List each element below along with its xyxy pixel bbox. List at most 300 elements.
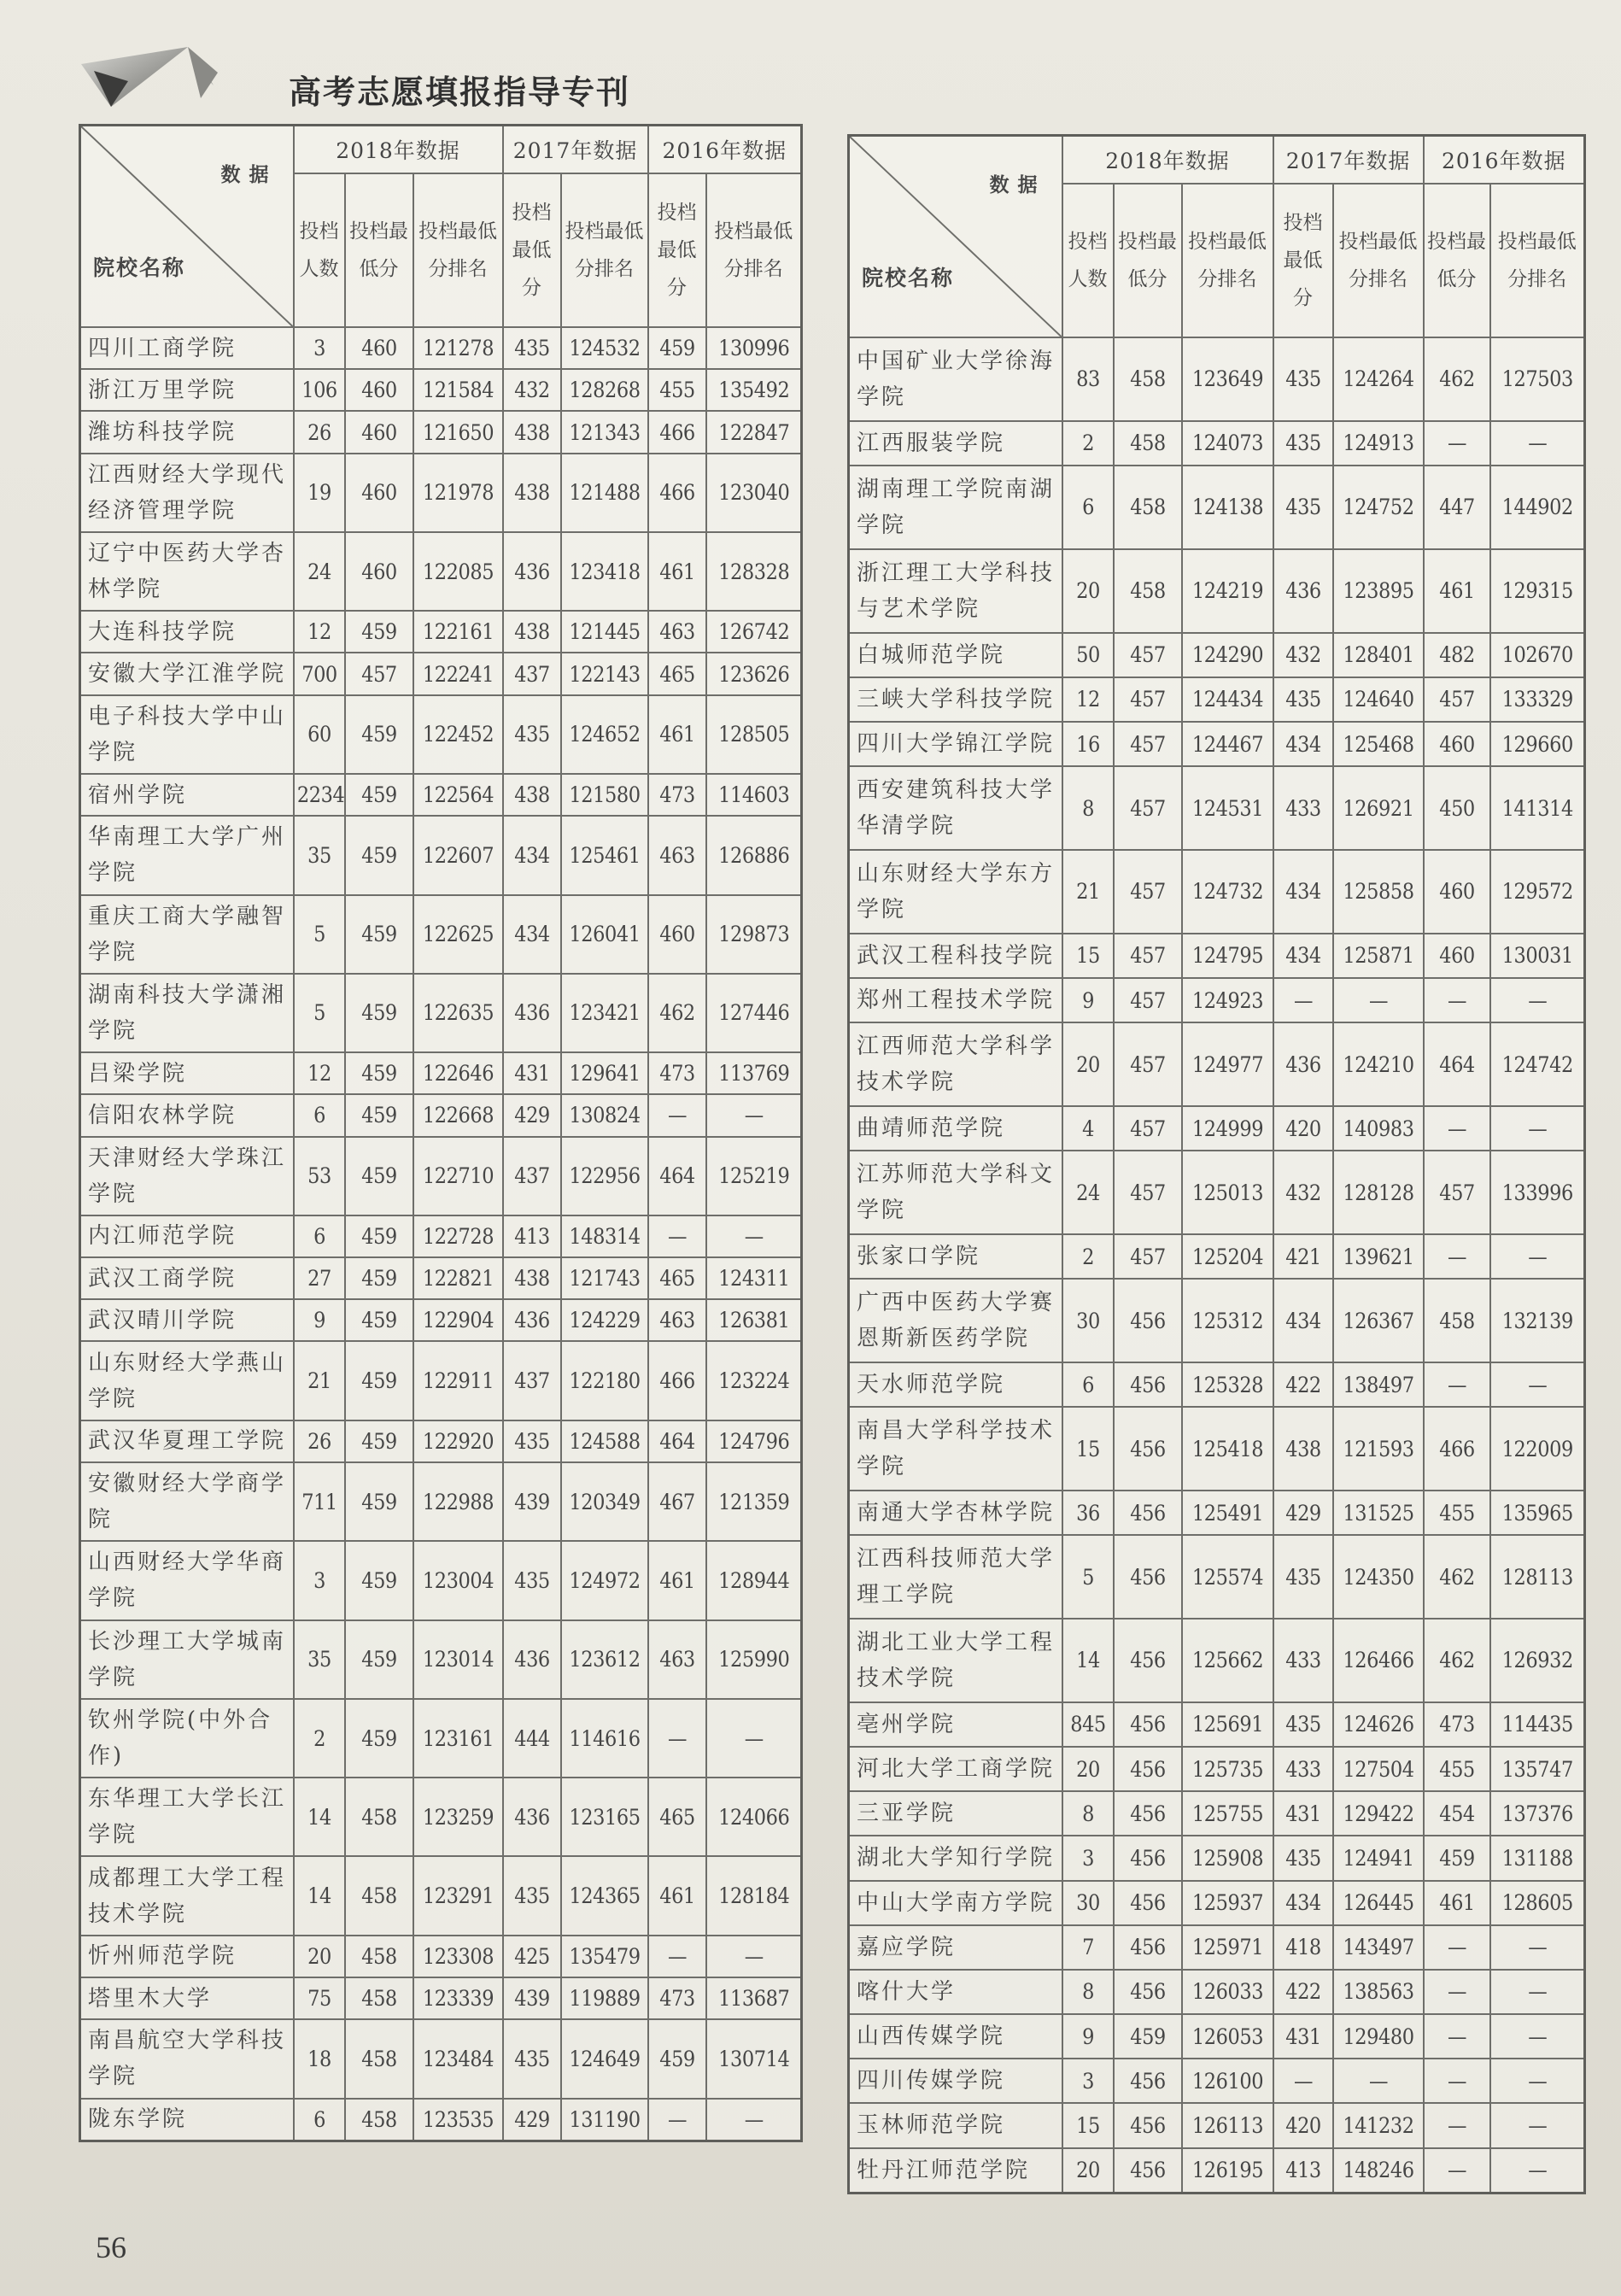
school-name-cell: 忻州师范学院 xyxy=(80,1936,294,1977)
min-score-2018-cell: 458 xyxy=(1117,549,1179,633)
min-score-2018-cell: 459 xyxy=(348,974,410,1052)
table-row xyxy=(80,653,802,694)
min-rank-2016-cell: 113769 xyxy=(711,1052,797,1094)
min-score-2018-cell: 460 xyxy=(348,454,410,532)
min-score-2018-cell: 459 xyxy=(348,816,410,894)
min-score-2017-cell: 439 xyxy=(506,1462,558,1541)
min-rank-2016-cell: 102670 xyxy=(1495,633,1580,677)
min-score-2017-cell: 436 xyxy=(506,974,558,1052)
min-score-2018-cell: 459 xyxy=(348,611,410,653)
min-rank-2018-cell: 125328 xyxy=(1186,1362,1268,1407)
table-row xyxy=(849,978,1585,1022)
table-row xyxy=(849,1279,1585,1362)
min-score-2018-cell: 458 xyxy=(348,1856,410,1935)
min-score-2017-cell: 435 xyxy=(506,695,558,774)
min-score-2017-cell: 418 xyxy=(1276,1925,1330,1970)
min-score-2018-cell: 457 xyxy=(1117,1234,1179,1279)
min-score-2016-cell: 473 xyxy=(1426,1702,1486,1747)
min-rank-2017-cell: 131190 xyxy=(565,2099,644,2141)
min-score-2016-cell: 454 xyxy=(1426,1791,1486,1836)
min-rank-2018-cell: 123014 xyxy=(418,1620,499,1699)
min-rank-2016-cell: 137376 xyxy=(1495,1791,1580,1836)
corner-label-data: 数据 xyxy=(989,173,1046,196)
school-name-cell: 南通大学杏林学院 xyxy=(849,1491,1062,1535)
min-score-2016-cell: 473 xyxy=(651,774,703,816)
table-row xyxy=(80,1215,802,1257)
school-name-cell: 华南理工大学广州学院 xyxy=(80,816,294,894)
min-score-2018-cell: 458 xyxy=(1117,337,1179,421)
min-rank-2018-cell: 123339 xyxy=(418,1977,499,2019)
table-row xyxy=(849,2148,1585,2194)
admit-count-cell: 711 xyxy=(296,1462,342,1541)
min-score-2016-cell: 458 xyxy=(1426,1279,1486,1362)
admit-count-cell: 14 xyxy=(296,1856,342,1935)
min-rank-2017-cell: 123895 xyxy=(1337,549,1419,633)
min-rank-2017-cell: 139621 xyxy=(1337,1234,1419,1279)
min-rank-2017-cell: 124640 xyxy=(1337,677,1419,722)
min-rank-2016-cell: 125219 xyxy=(711,1137,797,1215)
table-row xyxy=(849,1022,1585,1106)
school-name-cell: 钦州学院(中外合作) xyxy=(80,1699,294,1778)
min-rank-2017-cell: — xyxy=(1337,2059,1419,2103)
min-rank-2016-cell: 114435 xyxy=(1495,1702,1580,1747)
min-rank-2016-cell: 124066 xyxy=(711,1778,797,1856)
table-row xyxy=(80,816,802,894)
min-rank-2018-cell: 123291 xyxy=(418,1856,499,1935)
min-score-2018-cell: 456 xyxy=(1117,1619,1179,1702)
admit-count-cell: 5 xyxy=(296,974,342,1052)
year-header-2018: 2018年数据 xyxy=(1062,136,1273,184)
admit-count-cell: 6 xyxy=(296,1094,342,1136)
min-score-2016-cell: 459 xyxy=(651,327,703,369)
admit-count-cell: 12 xyxy=(1065,677,1111,722)
min-score-2018-cell: 456 xyxy=(1117,1881,1179,1925)
school-name-cell: 塔里木大学 xyxy=(80,1977,294,2019)
table-row xyxy=(80,454,802,532)
min-rank-2018-cell: 122241 xyxy=(418,653,499,694)
min-score-2017-cell: 434 xyxy=(1276,850,1330,934)
admit-count-cell: 6 xyxy=(296,2099,342,2141)
corner-label-school: 院校名称 xyxy=(862,266,955,290)
min-score-2017-cell: 431 xyxy=(506,1052,558,1094)
min-rank-2018-cell: 124467 xyxy=(1186,722,1268,766)
admit-count-cell: 6 xyxy=(296,1215,342,1257)
table-row xyxy=(80,1936,802,1977)
diagonal-divider xyxy=(850,137,1062,337)
table-row xyxy=(849,722,1585,766)
school-name-cell: 信阳农林学院 xyxy=(80,1094,294,1136)
min-rank-2017-cell: — xyxy=(1337,978,1419,1022)
min-rank-2018-cell: 125491 xyxy=(1186,1491,1268,1535)
table-row xyxy=(80,695,802,774)
min-rank-2017-cell: 129422 xyxy=(1337,1791,1419,1836)
table-row xyxy=(849,1234,1585,1279)
min-score-2016-cell: — xyxy=(651,1699,703,1778)
min-rank-2017-cell: 124264 xyxy=(1337,337,1419,421)
min-rank-2017-cell: 129641 xyxy=(565,1052,644,1094)
min-score-2016-cell: 467 xyxy=(651,1462,703,1541)
min-score-2017-cell: — xyxy=(1276,2059,1330,2103)
min-rank-2016-cell: 121359 xyxy=(711,1462,797,1541)
table-row xyxy=(849,2014,1585,2059)
min-score-2017-cell: 431 xyxy=(1276,1791,1330,1836)
min-rank-2017-cell: 124532 xyxy=(565,327,644,369)
min-rank-2017-cell: 140983 xyxy=(1337,1106,1419,1151)
min-rank-2017-cell: 124210 xyxy=(1337,1022,1419,1106)
min-rank-2018-cell: 123004 xyxy=(418,1541,499,1620)
min-rank-2018-cell: 124923 xyxy=(1186,978,1268,1022)
min-rank-2016-cell: 122847 xyxy=(711,411,797,453)
min-score-2017-cell: 429 xyxy=(506,2099,558,2141)
min-score-2018-cell: 459 xyxy=(348,1462,410,1541)
admit-count-cell: 53 xyxy=(296,1137,342,1215)
table-row xyxy=(849,1535,1585,1619)
min-score-2016-cell: 462 xyxy=(651,974,703,1052)
min-rank-2018-cell: 124977 xyxy=(1186,1022,1268,1106)
admit-count-cell: 845 xyxy=(1065,1702,1111,1747)
school-name-cell: 安徽财经大学商学院 xyxy=(80,1462,294,1541)
min-rank-2018-cell: 125908 xyxy=(1186,1836,1268,1880)
min-score-2016-cell: 457 xyxy=(1426,1151,1486,1234)
min-rank-2018-cell: 122668 xyxy=(418,1094,499,1136)
min-score-2016-cell: 462 xyxy=(1426,1535,1486,1619)
min-rank-2018-cell: 125735 xyxy=(1186,1747,1268,1791)
min-rank-2017-cell: 125468 xyxy=(1337,722,1419,766)
min-rank-2017-cell: 128401 xyxy=(1337,633,1419,677)
admit-count-cell: 2 xyxy=(1065,421,1111,466)
min-score-2016-cell: — xyxy=(1426,1234,1486,1279)
min-score-2016-cell: 455 xyxy=(651,369,703,411)
min-rank-2018-cell: 123484 xyxy=(418,2019,499,2098)
admit-count-cell: 9 xyxy=(1065,2014,1111,2059)
col-header-min-2017: 投档最低分 xyxy=(503,173,561,327)
min-score-2018-cell: 457 xyxy=(1117,978,1179,1022)
col-header-min-2017: 投档最低分 xyxy=(1273,184,1333,337)
admit-count-cell: 27 xyxy=(296,1257,342,1299)
table-row xyxy=(80,1856,802,1935)
page-header xyxy=(77,47,760,115)
min-rank-2018-cell: 122728 xyxy=(418,1215,499,1257)
min-score-2018-cell: 457 xyxy=(348,653,410,694)
min-score-2016-cell: 466 xyxy=(651,454,703,532)
min-score-2016-cell: — xyxy=(1426,1925,1486,1970)
min-score-2017-cell: 435 xyxy=(506,1541,558,1620)
min-rank-2016-cell: 135747 xyxy=(1495,1747,1580,1791)
min-rank-2018-cell: 123161 xyxy=(418,1699,499,1778)
min-score-2016-cell: 466 xyxy=(651,1341,703,1420)
col-header-rank-2016: 投档最低分排名 xyxy=(706,173,802,327)
min-score-2016-cell: 482 xyxy=(1426,633,1486,677)
min-score-2017-cell: 420 xyxy=(1276,1106,1330,1151)
min-rank-2016-cell: 127503 xyxy=(1495,337,1580,421)
school-name-cell: 陇东学院 xyxy=(80,2099,294,2141)
table-row xyxy=(80,611,802,653)
min-score-2016-cell: 459 xyxy=(1426,1836,1486,1880)
min-score-2017-cell: 435 xyxy=(1276,337,1330,421)
min-score-2016-cell: 463 xyxy=(651,611,703,653)
min-rank-2017-cell: 124649 xyxy=(565,2019,644,2098)
year-header-2018: 2018年数据 xyxy=(294,126,503,174)
min-rank-2016-cell: — xyxy=(711,2099,797,2141)
min-score-2018-cell: 459 xyxy=(348,1420,410,1462)
min-score-2016-cell: — xyxy=(651,1936,703,1977)
table-row xyxy=(80,532,802,611)
min-score-2017-cell: 438 xyxy=(506,611,558,653)
table-row xyxy=(80,1778,802,1856)
school-name-cell: 武汉工程科技学院 xyxy=(849,934,1062,978)
table-row xyxy=(80,1299,802,1341)
min-score-2017-cell: — xyxy=(1276,978,1330,1022)
min-rank-2016-cell: — xyxy=(1495,2014,1580,2059)
min-score-2016-cell: 463 xyxy=(651,1620,703,1699)
admit-count-cell: 8 xyxy=(1065,766,1111,850)
min-score-2017-cell: 435 xyxy=(1276,466,1330,549)
min-rank-2018-cell: 126100 xyxy=(1186,2059,1268,2103)
min-score-2018-cell: 458 xyxy=(1117,421,1179,466)
min-rank-2017-cell: 148314 xyxy=(565,1215,644,1257)
min-rank-2016-cell: 129660 xyxy=(1495,722,1580,766)
school-name-cell: 内江师范学院 xyxy=(80,1215,294,1257)
min-rank-2017-cell: 143497 xyxy=(1337,1925,1419,1970)
min-rank-2016-cell: — xyxy=(711,1215,797,1257)
min-score-2018-cell: 457 xyxy=(1117,934,1179,978)
admit-count-cell: 14 xyxy=(296,1778,342,1856)
min-rank-2017-cell: 125871 xyxy=(1337,934,1419,978)
table-row xyxy=(80,2019,802,2098)
right-admission-table xyxy=(847,134,1586,2194)
table-row xyxy=(849,1836,1585,1880)
min-score-2017-cell: 438 xyxy=(506,774,558,816)
min-rank-2017-cell: 124229 xyxy=(565,1299,644,1341)
school-name-cell: 电子科技大学中山学院 xyxy=(80,695,294,774)
table-row xyxy=(80,1420,802,1462)
table-row xyxy=(80,1620,802,1699)
min-rank-2016-cell: — xyxy=(1495,1925,1580,1970)
school-name-cell: 牡丹江师范学院 xyxy=(849,2148,1062,2194)
min-rank-2017-cell: 121488 xyxy=(565,454,644,532)
min-rank-2018-cell: 122625 xyxy=(418,895,499,974)
min-score-2018-cell: 456 xyxy=(1117,1491,1179,1535)
admit-count-cell: 26 xyxy=(296,411,342,453)
min-score-2017-cell: 436 xyxy=(506,1620,558,1699)
school-name-cell: 辽宁中医药大学杏林学院 xyxy=(80,532,294,611)
min-rank-2018-cell: 121584 xyxy=(418,369,499,411)
admit-count-cell: 20 xyxy=(296,1936,342,1977)
min-rank-2018-cell: 122646 xyxy=(418,1052,499,1094)
min-score-2018-cell: 458 xyxy=(1117,466,1179,549)
school-name-cell: 大连科技学院 xyxy=(80,611,294,653)
min-score-2017-cell: 433 xyxy=(1276,766,1330,850)
school-name-cell: 安徽大学江淮学院 xyxy=(80,653,294,694)
school-name-cell: 浙江理工大学科技与艺术学院 xyxy=(849,549,1062,633)
school-name-cell: 江西服装学院 xyxy=(849,421,1062,466)
min-rank-2016-cell: 128328 xyxy=(711,532,797,611)
min-rank-2018-cell: 125662 xyxy=(1186,1619,1268,1702)
min-score-2017-cell: 420 xyxy=(1276,2103,1330,2147)
min-rank-2017-cell: 124941 xyxy=(1337,1836,1419,1880)
admit-count-cell: 15 xyxy=(1065,1407,1111,1491)
corner-label-school: 院校名称 xyxy=(93,255,186,280)
min-score-2016-cell: 465 xyxy=(651,1778,703,1856)
min-score-2017-cell: 422 xyxy=(1276,1970,1330,2014)
min-score-2017-cell: 437 xyxy=(506,1341,558,1420)
min-rank-2018-cell: 124138 xyxy=(1186,466,1268,549)
admit-count-cell: 7 xyxy=(1065,1925,1111,1970)
min-rank-2017-cell: 124626 xyxy=(1337,1702,1419,1747)
admit-count-cell: 2234 xyxy=(296,774,342,816)
min-score-2017-cell: 433 xyxy=(1276,1619,1330,1702)
school-name-cell: 三峡大学科技学院 xyxy=(849,677,1062,722)
min-score-2017-cell: 433 xyxy=(1276,1747,1330,1791)
min-rank-2018-cell: 122452 xyxy=(418,695,499,774)
min-score-2016-cell: 466 xyxy=(1426,1407,1486,1491)
col-header-rank-2018: 投档最低分排名 xyxy=(1182,184,1273,337)
admit-count-cell: 12 xyxy=(296,611,342,653)
min-score-2018-cell: 457 xyxy=(1117,1106,1179,1151)
min-rank-2017-cell: 123612 xyxy=(565,1620,644,1699)
min-score-2017-cell: 434 xyxy=(1276,1279,1330,1362)
table-row xyxy=(849,421,1585,466)
table-row xyxy=(849,1747,1585,1791)
min-score-2018-cell: 459 xyxy=(348,1257,410,1299)
min-rank-2017-cell: 114616 xyxy=(565,1699,644,1778)
min-score-2016-cell: 462 xyxy=(1426,337,1486,421)
min-rank-2016-cell: — xyxy=(711,1699,797,1778)
min-rank-2016-cell: 126381 xyxy=(711,1299,797,1341)
min-rank-2016-cell: 126742 xyxy=(711,611,797,653)
min-rank-2016-cell: 133329 xyxy=(1495,677,1580,722)
page-number: 56 xyxy=(96,2230,126,2264)
min-score-2018-cell: 457 xyxy=(1117,722,1179,766)
col-header-rank-2017: 投档最低分排名 xyxy=(1333,184,1424,337)
admit-count-cell: 15 xyxy=(1065,2103,1111,2147)
min-rank-2016-cell: 124796 xyxy=(711,1420,797,1462)
min-rank-2016-cell: 128113 xyxy=(1495,1535,1580,1619)
year-header-2017: 2017年数据 xyxy=(503,126,648,174)
min-rank-2018-cell: 126195 xyxy=(1186,2148,1268,2194)
min-score-2018-cell: 459 xyxy=(348,774,410,816)
school-name-cell: 湖北大学知行学院 xyxy=(849,1836,1062,1880)
min-rank-2016-cell: — xyxy=(1495,1362,1580,1407)
min-score-2018-cell: 457 xyxy=(1117,677,1179,722)
admit-count-cell: 9 xyxy=(1065,978,1111,1022)
min-score-2016-cell: 461 xyxy=(651,1856,703,1935)
min-rank-2018-cell: 121978 xyxy=(418,454,499,532)
min-score-2018-cell: 459 xyxy=(348,1541,410,1620)
min-score-2018-cell: 456 xyxy=(1117,1970,1179,2014)
min-score-2016-cell: 463 xyxy=(651,1299,703,1341)
col-header-rank-2018: 投档最低分排名 xyxy=(413,173,503,327)
min-score-2018-cell: 456 xyxy=(1117,1407,1179,1491)
min-rank-2018-cell: 123259 xyxy=(418,1778,499,1856)
school-name-cell: 玉林师范学院 xyxy=(849,2103,1062,2147)
school-name-cell: 山西财经大学华商学院 xyxy=(80,1541,294,1620)
min-rank-2017-cell: 123165 xyxy=(565,1778,644,1856)
school-name-cell: 四川大学锦江学院 xyxy=(849,722,1062,766)
admit-count-cell: 50 xyxy=(1065,633,1111,677)
min-rank-2018-cell: 123308 xyxy=(418,1936,499,1977)
min-score-2016-cell: — xyxy=(1426,2014,1486,2059)
min-score-2018-cell: 457 xyxy=(1117,1151,1179,1234)
min-rank-2016-cell: 129315 xyxy=(1495,549,1580,633)
min-score-2016-cell: 450 xyxy=(1426,766,1486,850)
min-rank-2016-cell: 128184 xyxy=(711,1856,797,1935)
min-rank-2017-cell: 131525 xyxy=(1337,1491,1419,1535)
min-rank-2016-cell: 125990 xyxy=(711,1620,797,1699)
min-rank-2017-cell: 127504 xyxy=(1337,1747,1419,1791)
min-score-2017-cell: 435 xyxy=(1276,1702,1330,1747)
table-row xyxy=(80,895,802,974)
school-name-cell: 武汉华夏理工学院 xyxy=(80,1420,294,1462)
min-score-2017-cell: 438 xyxy=(506,1257,558,1299)
min-score-2017-cell: 436 xyxy=(506,532,558,611)
min-rank-2018-cell: 125013 xyxy=(1186,1151,1268,1234)
min-score-2016-cell: 464 xyxy=(1426,1022,1486,1106)
min-rank-2017-cell: 126445 xyxy=(1337,1881,1419,1925)
min-rank-2017-cell: 124652 xyxy=(565,695,644,774)
min-rank-2018-cell: 125418 xyxy=(1186,1407,1268,1491)
admit-count-cell: 3 xyxy=(1065,2059,1111,2103)
admit-count-cell: 20 xyxy=(1065,549,1111,633)
admit-count-cell: 3 xyxy=(296,1541,342,1620)
school-name-cell: 山西传媒学院 xyxy=(849,2014,1062,2059)
min-rank-2016-cell: — xyxy=(1495,2148,1580,2194)
table-row xyxy=(849,466,1585,549)
min-score-2018-cell: 456 xyxy=(1117,1535,1179,1619)
left-table-body xyxy=(80,327,802,2141)
min-rank-2016-cell: 144902 xyxy=(1495,466,1580,549)
col-header-count-2018: 投档人数 xyxy=(1062,184,1114,337)
min-rank-2018-cell: 124073 xyxy=(1186,421,1268,466)
table-row xyxy=(80,327,802,369)
min-rank-2017-cell: 119889 xyxy=(565,1977,644,2019)
min-score-2018-cell: 457 xyxy=(1117,766,1179,850)
col-header-min-2018: 投档最低分 xyxy=(1114,184,1182,337)
min-rank-2016-cell: 126886 xyxy=(711,816,797,894)
min-score-2016-cell: 465 xyxy=(651,653,703,694)
min-score-2018-cell: 456 xyxy=(1117,1702,1179,1747)
min-rank-2017-cell: 124913 xyxy=(1337,421,1419,466)
min-score-2017-cell: 429 xyxy=(1276,1491,1330,1535)
min-rank-2018-cell: 126053 xyxy=(1186,2014,1268,2059)
table-row xyxy=(849,677,1585,722)
admit-count-cell: 5 xyxy=(1065,1535,1111,1619)
min-rank-2018-cell: 123535 xyxy=(418,2099,499,2141)
min-rank-2016-cell: — xyxy=(711,1936,797,1977)
year-header-2016: 2016年数据 xyxy=(1424,136,1585,184)
min-score-2018-cell: 456 xyxy=(1117,1362,1179,1407)
min-score-2018-cell: 459 xyxy=(348,695,410,774)
min-score-2017-cell: 435 xyxy=(1276,1535,1330,1619)
min-rank-2018-cell: 123649 xyxy=(1186,337,1268,421)
table-row xyxy=(80,1977,802,2019)
admit-count-cell: 36 xyxy=(1065,1491,1111,1535)
table-row xyxy=(849,1791,1585,1836)
min-score-2017-cell: 425 xyxy=(506,1936,558,1977)
min-rank-2017-cell: 124588 xyxy=(565,1420,644,1462)
min-score-2016-cell: 473 xyxy=(651,1977,703,2019)
min-score-2017-cell: 437 xyxy=(506,1137,558,1215)
min-score-2018-cell: 459 xyxy=(1117,2014,1179,2059)
min-score-2016-cell: — xyxy=(1426,421,1486,466)
min-rank-2017-cell: 126466 xyxy=(1337,1619,1419,1702)
school-name-cell: 中国矿业大学徐海学院 xyxy=(849,337,1062,421)
min-score-2017-cell: 435 xyxy=(506,2019,558,2098)
min-rank-2017-cell: 120349 xyxy=(565,1462,644,1541)
min-score-2017-cell: 434 xyxy=(506,816,558,894)
min-score-2017-cell: 436 xyxy=(1276,1022,1330,1106)
admit-count-cell: 75 xyxy=(296,1977,342,2019)
